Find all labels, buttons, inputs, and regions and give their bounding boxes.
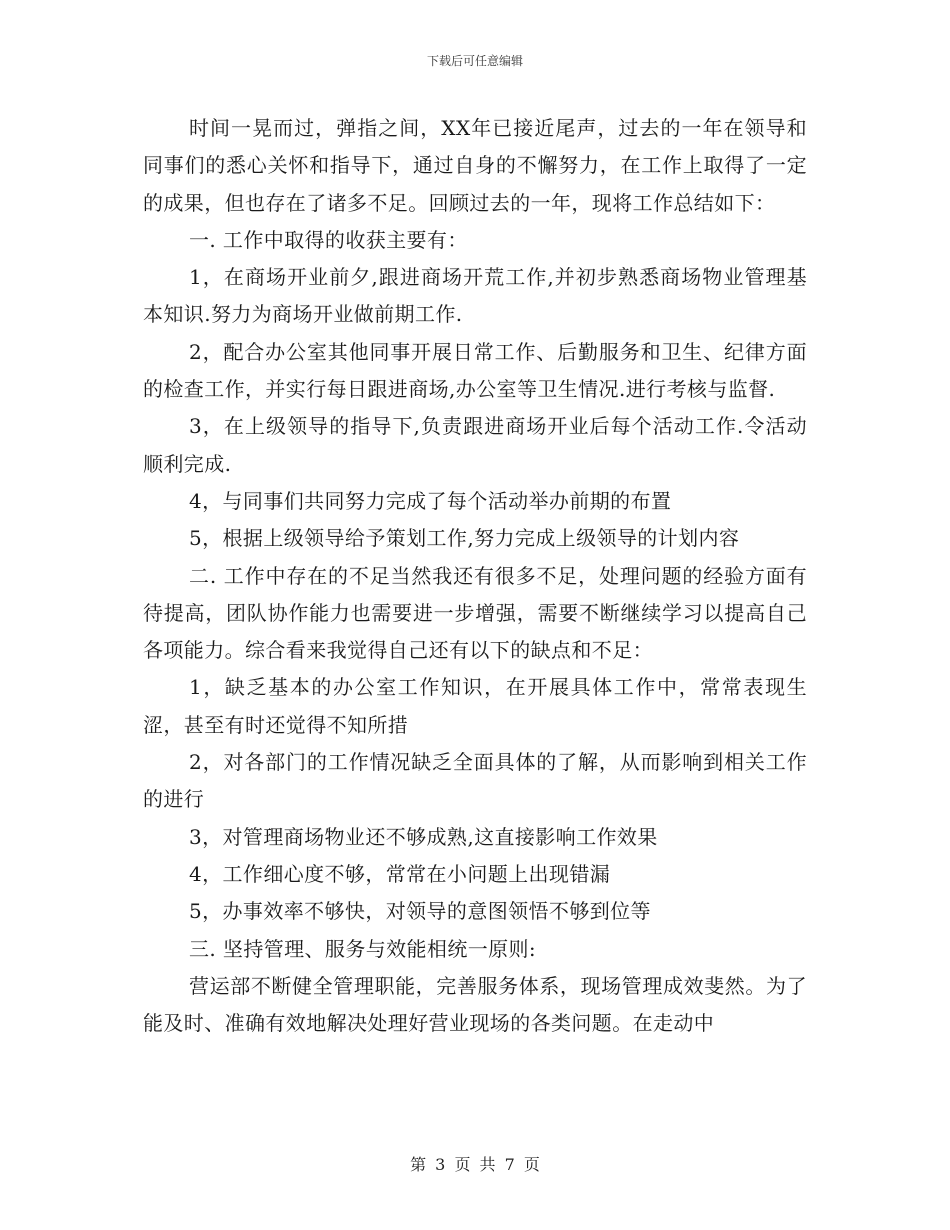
- list-item: 5，根据上级领导给予策划工作,努力完成上级领导的计划内容: [189, 526, 740, 551]
- document-body: [143, 110, 807, 1042]
- list-item: 1，缺乏基本的办公室工作知识，在开展具体工作中，常常表现生涩，甚至有时还觉得不知所措: [143, 675, 807, 737]
- list-item: 2，配合办公室其他同事开展日常工作、后勤服务和卫生、纪律方面的检查工作，并实行每日跟进商场,办公室等卫生情况.进行考核与监督.: [143, 339, 807, 402]
- paragraph-body: 营运部不断健全管理职能，完善服务体系，现场管理成效斐然。为了能及时、准确有效地解决处理好营业现场的各类问题。在走动中: [143, 973, 807, 1036]
- list-item: 5，办事效率不够快，对领导的意图领悟不够到位等: [189, 899, 651, 924]
- paragraph-intro: 时间一晃而过，弹指之间，XX年已接近尾声，过去的一年在领导和同事们的悉心关怀和指导下，通过自身的不懈努力，在工作上取得了一定的成果，但也存在了诸多不足。回顾过去的一年，现将工作总结如下：: [143, 116, 807, 215]
- section-heading-3: 三. 坚持管理、服务与效能相统一原则:: [189, 936, 537, 961]
- page-footer: 第 3 页 共 7 页: [410, 1155, 540, 1174]
- page-header: 下载后可任意编辑: [426, 54, 523, 68]
- section-heading-2: 二. 工作中存在的不足当然我还有很多不足，处理问题的经验方面有待提高，团队协作能力也需要进一步增强，需要不断继续学习以提高自己各项能力。综合看来我觉得自己还有以下的缺点和不足：: [143, 563, 807, 663]
- list-item: 4，与同事们共同努力完成了每个活动举办前期的布置: [189, 488, 672, 513]
- list-item: 4，工作细心度不够，常常在小问题上出现错漏: [189, 861, 611, 886]
- list-item: 1，在商场开业前夕,跟进商场开荒工作,并初步熟悉商场物业管理基本知识.努力为商场开业做前期工作.: [143, 265, 807, 327]
- section-heading-1: 一. 工作中取得的收获主要有：: [189, 227, 468, 252]
- list-item: 3，对管理商场物业还不够成熟,这直接影响工作效果: [189, 824, 658, 849]
- list-item: 3，在上级领导的指导下,负责跟进商场开业后每个活动工作.令活动顺利完成.: [143, 414, 807, 476]
- list-item: 2，对各部门的工作情况缺乏全面具体的了解，从而影响到相关工作的进行: [143, 750, 807, 812]
